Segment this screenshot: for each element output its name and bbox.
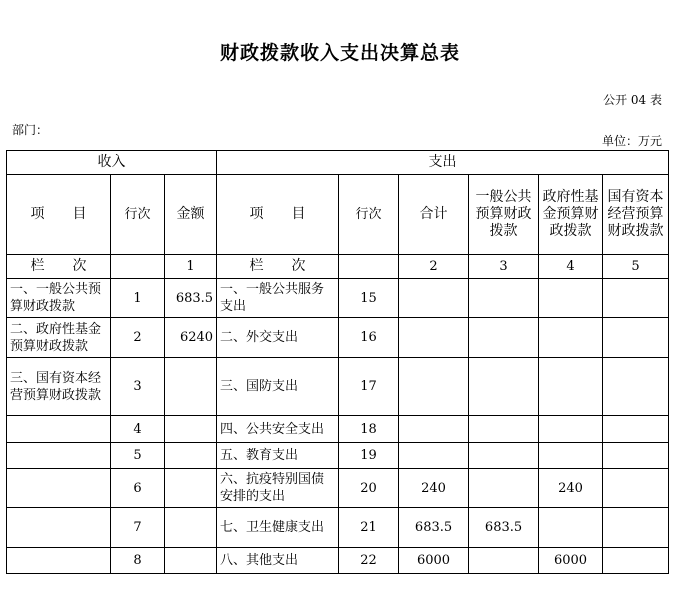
total-header: 合计 <box>399 175 469 255</box>
expense-row-no: 18 <box>339 416 399 443</box>
total-value: 6000 <box>399 548 469 574</box>
income-amount <box>165 416 217 443</box>
column-index-2: 2 <box>399 255 469 279</box>
expense-item-header: 项 目 <box>217 175 339 255</box>
income-item: 三、国有资本经营预算财政拨款 <box>7 358 111 416</box>
income-item-header: 项 目 <box>7 175 111 255</box>
column-index-3: 3 <box>469 255 539 279</box>
income-row-no: 7 <box>111 508 165 548</box>
general-budget-value <box>469 358 539 416</box>
general-budget-header: 一般公共预算财政拨款 <box>469 175 539 255</box>
table-row <box>7 279 669 318</box>
total-value: 683.5 <box>399 508 469 548</box>
general-budget-value <box>469 416 539 443</box>
total-value <box>399 358 469 416</box>
income-item <box>7 443 111 469</box>
general-budget-value <box>469 469 539 508</box>
table-row <box>7 548 669 574</box>
total-value <box>399 318 469 358</box>
general-budget-value <box>469 548 539 574</box>
general-budget-value: 683.5 <box>469 508 539 548</box>
gov-fund-value: 240 <box>539 469 603 508</box>
income-amount <box>165 508 217 548</box>
income-amount <box>165 469 217 508</box>
total-value <box>399 443 469 469</box>
gov-fund-value <box>539 416 603 443</box>
income-row-no: 2 <box>111 318 165 358</box>
expense-item: 七、卫生健康支出 <box>217 508 339 548</box>
form-number: 公开 04 表 <box>603 93 662 107</box>
column-index-1: 1 <box>165 255 217 279</box>
table-row <box>7 318 669 358</box>
expense-row-no: 20 <box>339 469 399 508</box>
state-capital-value <box>603 469 669 508</box>
column-index-label-right: 栏 次 <box>217 255 339 279</box>
income-amount: 683.5 <box>165 279 217 318</box>
column-index-blank <box>339 255 399 279</box>
expense-header: 支出 <box>217 151 669 175</box>
state-capital-header: 国有资本经营预算财政拨款 <box>603 175 669 255</box>
income-amount <box>165 358 217 416</box>
state-capital-value <box>603 279 669 318</box>
expense-row-no: 17 <box>339 358 399 416</box>
gov-fund-value <box>539 279 603 318</box>
income-amount <box>165 443 217 469</box>
column-index-label-left: 栏 次 <box>7 255 111 279</box>
income-item: 一、一般公共预算财政拨款 <box>7 279 111 318</box>
expense-item: 八、其他支出 <box>217 548 339 574</box>
general-budget-value <box>469 279 539 318</box>
gov-fund-value: 6000 <box>539 548 603 574</box>
expense-item: 四、公共安全支出 <box>217 416 339 443</box>
expense-item: 二、外交支出 <box>217 318 339 358</box>
income-row-no: 8 <box>111 548 165 574</box>
state-capital-value <box>603 508 669 548</box>
table-row <box>7 469 669 508</box>
expense-row-no: 19 <box>339 443 399 469</box>
gov-fund-header: 政府性基金预算财政拨款 <box>539 175 603 255</box>
column-header-row <box>7 175 669 255</box>
column-index-5: 5 <box>603 255 669 279</box>
table-row <box>7 508 669 548</box>
income-item <box>7 416 111 443</box>
income-row-no: 1 <box>111 279 165 318</box>
section-header-row <box>7 151 669 175</box>
income-amount: 6240 <box>165 318 217 358</box>
income-row-no: 4 <box>111 416 165 443</box>
expense-row-no: 22 <box>339 548 399 574</box>
column-index-4: 4 <box>539 255 603 279</box>
department-label: 部门： <box>12 123 49 137</box>
state-capital-value <box>603 318 669 358</box>
income-item <box>7 508 111 548</box>
income-item <box>7 548 111 574</box>
table-row <box>7 358 669 416</box>
expense-row-no: 21 <box>339 508 399 548</box>
table-row <box>7 416 669 443</box>
gov-fund-value <box>539 318 603 358</box>
gov-fund-value <box>539 358 603 416</box>
gov-fund-value <box>539 443 603 469</box>
page-title: 财政拨款收入支出决算总表 <box>219 42 460 64</box>
income-item <box>7 469 111 508</box>
budget-summary-table <box>6 150 669 574</box>
expense-item: 五、教育支出 <box>217 443 339 469</box>
income-row-no: 6 <box>111 469 165 508</box>
state-capital-value <box>603 443 669 469</box>
income-amount <box>165 548 217 574</box>
total-value: 240 <box>399 469 469 508</box>
state-capital-value <box>603 358 669 416</box>
income-row-no-header: 行次 <box>111 175 165 255</box>
amount-header: 金额 <box>165 175 217 255</box>
expense-row-no: 15 <box>339 279 399 318</box>
total-value <box>399 279 469 318</box>
expense-row-no: 16 <box>339 318 399 358</box>
income-item: 二、政府性基金预算财政拨款 <box>7 318 111 358</box>
expense-item: 六、抗疫特别国债安排的支出 <box>217 469 339 508</box>
table-row <box>7 443 669 469</box>
expense-item: 一、一般公共服务支出 <box>217 279 339 318</box>
expense-row-no-header: 行次 <box>339 175 399 255</box>
income-row-no: 5 <box>111 443 165 469</box>
income-row-no: 3 <box>111 358 165 416</box>
unit-label: 单位：万元 <box>601 134 662 148</box>
total-value <box>399 416 469 443</box>
general-budget-value <box>469 443 539 469</box>
expense-item: 三、国防支出 <box>217 358 339 416</box>
income-header: 收入 <box>7 151 217 175</box>
gov-fund-value <box>539 508 603 548</box>
column-index-blank <box>111 255 165 279</box>
general-budget-value <box>469 318 539 358</box>
state-capital-value <box>603 416 669 443</box>
column-index-row <box>7 255 669 279</box>
state-capital-value <box>603 548 669 574</box>
